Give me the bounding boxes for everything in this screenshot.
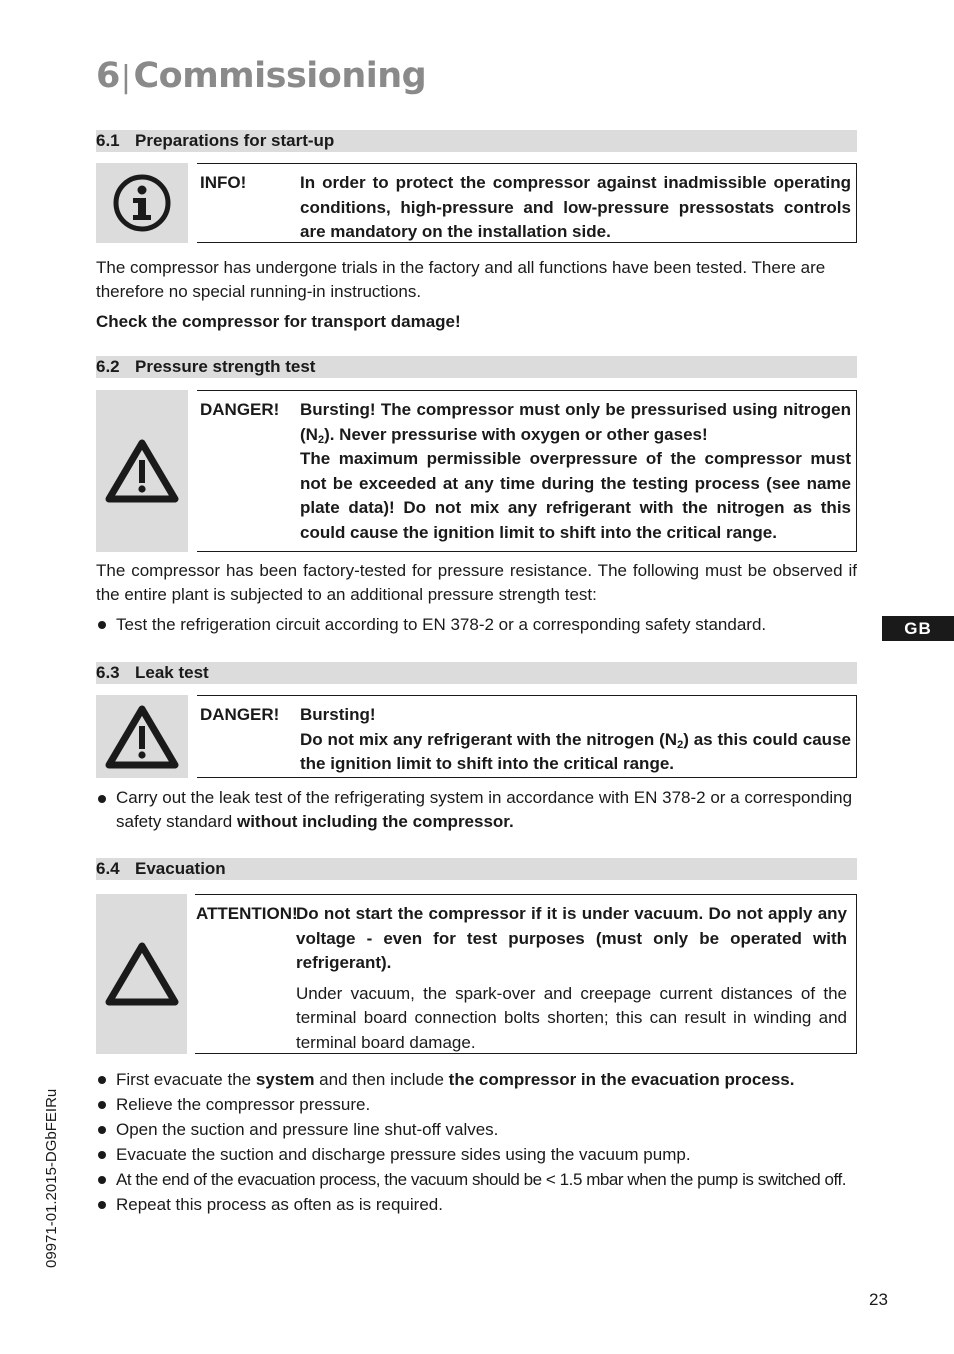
danger-text bbox=[300, 703, 851, 777]
list-item-text: and then include bbox=[314, 1070, 449, 1089]
chapter-number: 6 bbox=[96, 56, 120, 96]
paragraph-trials: The compressor has undergone trials in the factory and all functions have been tested. There are therefore no special running-in instructions. bbox=[96, 258, 826, 301]
section-heading-6-4 bbox=[96, 858, 857, 880]
section-heading-6-2 bbox=[96, 356, 857, 378]
section-heading-6-3 bbox=[96, 662, 857, 684]
list-item-text: First evacuate the bbox=[116, 1070, 256, 1089]
list-item-text: At the end of the evacuation process, the vacuum should be < 1.5 mbar when the pump is switched off. bbox=[116, 1170, 847, 1189]
section-number: 6.4 bbox=[96, 859, 120, 878]
danger-text-part: ) as this could cause the ignition limit to shift into the critical range. bbox=[300, 729, 851, 773]
paragraph-transport-damage: Check the compressor for transport damage! bbox=[96, 312, 461, 331]
danger-text-part: Do not mix any refrigerant with the nitrogen (N bbox=[300, 729, 678, 749]
list-item bbox=[96, 1142, 860, 1167]
section-title: Preparations for start-up bbox=[135, 131, 335, 150]
bullet-icon bbox=[98, 1201, 106, 1209]
section-title: Pressure strength test bbox=[135, 357, 316, 376]
bullet-icon bbox=[98, 795, 106, 803]
warning-triangle-icon bbox=[105, 438, 179, 504]
list-item bbox=[96, 612, 860, 637]
bullet-icon bbox=[98, 1126, 106, 1134]
list-item-text: Repeat this process as often as is required. bbox=[116, 1195, 443, 1214]
list-item bbox=[96, 1067, 860, 1092]
list-item bbox=[96, 1092, 860, 1117]
info-text: In order to protect the compressor against inadmissible operating conditions, high-pressure and low-pressure pressostats controls are mandatory on the installation side. bbox=[300, 173, 851, 241]
nitrogen-subscript: 2 bbox=[677, 738, 684, 751]
bullet-icon bbox=[98, 1101, 106, 1109]
list-item-text: Open the suction and pressure line shut-off valves. bbox=[116, 1120, 499, 1139]
warning-icon-cell bbox=[96, 695, 188, 778]
info-icon bbox=[112, 173, 172, 233]
danger-text-part: ). Never pressurise with oxygen or other gases! bbox=[324, 424, 708, 444]
bullet-list-pressure bbox=[96, 612, 860, 637]
list-item bbox=[96, 786, 857, 834]
page-title bbox=[96, 56, 426, 96]
list-item bbox=[96, 1167, 860, 1192]
chapter-title: Commissioning bbox=[133, 56, 427, 96]
bullet-icon bbox=[98, 1076, 106, 1084]
attention-label: ATTENTION! bbox=[196, 904, 298, 923]
warning-triangle-icon bbox=[105, 704, 179, 770]
document-code: 09971-01.2015-DGbFEIRu bbox=[43, 1088, 60, 1268]
bullet-icon bbox=[98, 1176, 106, 1184]
info-label: INFO! bbox=[200, 173, 247, 192]
list-item-text-bold: system bbox=[255, 1070, 315, 1089]
danger-text-bursting: Bursting! bbox=[300, 705, 376, 724]
list-item-text: Relieve the compressor pressure. bbox=[116, 1095, 371, 1114]
bullet-icon bbox=[98, 621, 106, 629]
attention-triangle-icon bbox=[105, 941, 179, 1007]
danger-label: DANGER! bbox=[200, 705, 280, 724]
section-title: Leak test bbox=[135, 663, 209, 682]
danger-notice-leak bbox=[96, 695, 857, 778]
danger-text-part: Bursting! The compressor must only be pressurised using nitrogen (N bbox=[300, 400, 851, 444]
danger-text-overpressure: The maximum permissible overpressure of the compressor must not be exceeded at any time during the testing process (see name plate data)! Do not mix any refrigerant with the nitrogen as this could cause the ignition limit to shift into the critical range. bbox=[300, 449, 851, 542]
warning-icon-cell bbox=[96, 390, 188, 552]
attention-icon-cell bbox=[96, 894, 187, 1054]
danger-text bbox=[300, 398, 851, 545]
list-item-text-bold: without including the compressor. bbox=[236, 812, 514, 831]
bullet-icon bbox=[98, 1151, 106, 1159]
section-number: 6.3 bbox=[96, 663, 120, 682]
info-icon-cell bbox=[96, 163, 188, 243]
list-item-text-bold: the compressor in the evacuation process. bbox=[448, 1070, 795, 1089]
list-item-text: Evacuate the suction and discharge pressure sides using the vacuum pump. bbox=[116, 1145, 691, 1164]
section-heading-6-1 bbox=[96, 130, 857, 152]
bullet-list-leak bbox=[96, 786, 857, 834]
title-separator: | bbox=[120, 60, 131, 95]
section-number: 6.2 bbox=[96, 357, 120, 376]
list-item bbox=[96, 1192, 860, 1217]
list-item bbox=[96, 1117, 860, 1142]
attention-text bbox=[296, 902, 847, 1055]
page-number: 23 bbox=[869, 1290, 888, 1309]
paragraph-factory-tested: The compressor has been factory-tested for pressure resistance. The following must be observed if the entire plant is subjected to an additional pressure strength test: bbox=[96, 561, 857, 604]
attention-notice bbox=[96, 894, 857, 1054]
bullet-list-evacuation bbox=[96, 1067, 860, 1217]
list-item-text: Carry out the leak test of the refrigerating system in accordance with EN 378-2 or a corresponding safety standard bbox=[116, 788, 853, 831]
danger-notice-pressure bbox=[96, 390, 857, 552]
nitrogen-subscript: 2 bbox=[317, 433, 325, 446]
list-item-text: Test the refrigeration circuit according to EN 378-2 or a corresponding safety standard. bbox=[116, 615, 767, 634]
section-title: Evacuation bbox=[135, 859, 226, 878]
attention-text-normal: Under vacuum, the spark-over and creepage current distances of the terminal board connection bolts shorten; this can result in winding and terminal board damage. bbox=[296, 983, 847, 1052]
danger-label: DANGER! bbox=[200, 400, 280, 419]
attention-text-bold: Do not start the compressor if it is under vacuum. Do not apply any voltage - even for test purposes (must only be operated with refrigerant). bbox=[296, 904, 847, 972]
language-tab: GB bbox=[882, 616, 954, 641]
section-number: 6.1 bbox=[96, 131, 120, 150]
info-notice bbox=[96, 163, 857, 243]
